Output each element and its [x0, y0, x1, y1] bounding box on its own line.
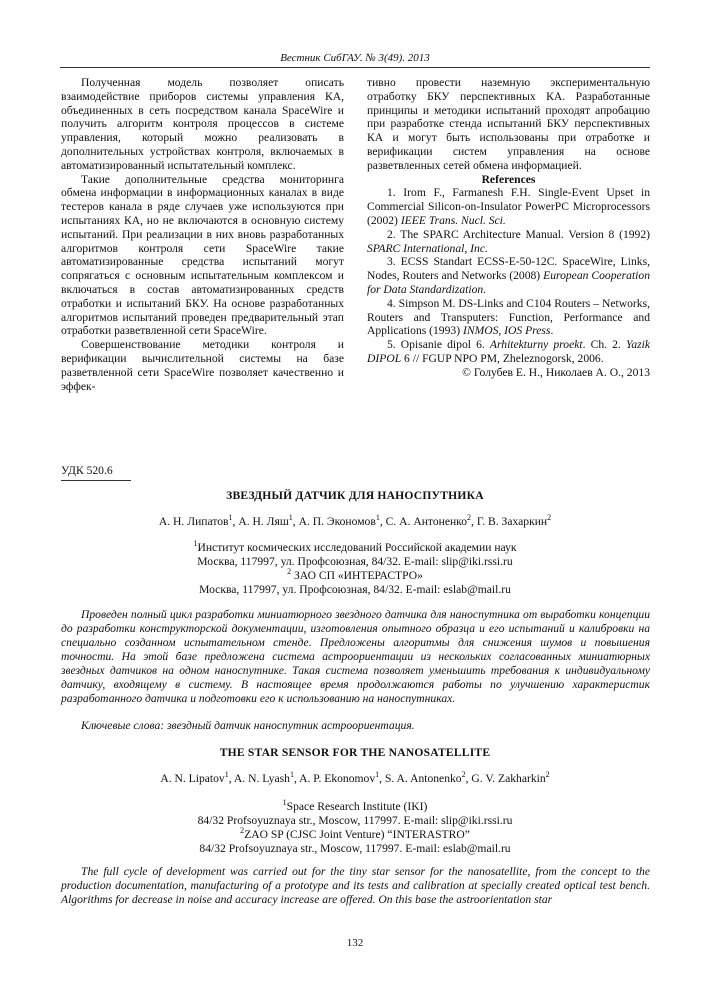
reference-item: 3. ECSS Standart ECSS-E-50-12C. SpaceWire, Links, Nodes, Routers and Networks (2008) European Cooperation for Data Standardization.: [367, 255, 650, 296]
reference-item: 2. The SPARC Architecture Manual. Version 8 (1992) SPARC International, Inc.: [367, 227, 650, 255]
affiliation-2-ru: $^2$ ЗАО СП «ИНТЕРАСТРО»: [287, 567, 423, 582]
affiliation-1-address-ru: Москва, 117997, ул. Профсоюзная, 84/32. E-mail: slip@iki.rssi.ru: [197, 555, 513, 568]
abstract-ru: Проведен полный цикл разработки миниатюрного звездного датчика для наноспутника от выработки концепции до разработки конструкторской документации, изготовления опытного образца и его испытаний и калибровки на специально созданном испытательном стенде. Предложены алгоритмы для снижения шумов и повышения точности. На этой базе предложена система астроориентации из нескольких согласованных миниатюрных звездных датчиков на одном наноспутнике. Такая система позволяет уменьшить требования к индивидуальному датчику, входящему в систему. В настоящее время продолжаются работы по улучшению характеристик разработанного датчика и подготовки его к использованию на наноспутниках.: [61, 608, 650, 705]
abstract-en: The full cycle of development was carried out for the tiny star sensor for the nanosatellite, from the concept to the production documentation, manufacturing of a prototype and its tests and calibration at specially created optical test bench. Algorithms for decrease in noise and accuracy increase are offered. On this base the astroorientation star: [61, 865, 650, 906]
affiliation-2-en: $^2$ZAO SP (CJSC Joint Venture) “INTERASTRO”: [240, 826, 470, 841]
affiliation-2-address-ru: Москва, 117997, ул. Профсоюзная, 84/32. E-mail: eslab@mail.ru: [199, 583, 511, 596]
page-number: 132: [346, 937, 364, 949]
right-column: [367, 76, 650, 380]
keywords-ru: Ключевые слова: звездный датчик наноспутник астроориентация.: [81, 719, 415, 732]
header-rule: [60, 67, 650, 68]
authors-en: A. N. Lipatov$^1$, A. N. Lyash$^1$, A. P. Ekonomov$^1$, S. A. Antonenko$^2$, G. V. Zakharkin$^2$: [160, 770, 550, 785]
article-title-en: THE STAR SENSOR FOR THE NANOSATELLITE: [219, 746, 491, 759]
running-header: Вестник СибГАУ. № 3(49). 2013: [280, 52, 430, 64]
copyright-line: © Голубев Е. Н., Николаев А. О., 2013: [462, 365, 650, 379]
article-title-ru: ЗВЕЗДНЫЙ ДАТЧИК ДЛЯ НАНОСПУТНИКА: [226, 489, 484, 502]
affiliation-2-address-en: 84/32 Profsoyuznaya str., Moscow, 117997. E-mail: eslab@mail.ru: [199, 842, 511, 855]
affiliations-en: [60, 800, 650, 856]
body-paragraph-continued: тивно провести наземную экспериментальную отработку БКУ перспективных КА. Разработанные принципы и методики испытаний проходят апробацию при разработке стенда испытаний БКУ перспективных КА и могут быть использованы при отработке и верификации систем управления на основе разветвленных сетей обмена информацией.: [367, 76, 650, 172]
affiliations-ru: [60, 541, 650, 597]
reference-item: 5. Opisanie dipol 6. Arhitekturny proekt. Ch. 2. Yazik DIPOL 6 // FGUP NPO PM, Zheleznogorsk, 2006.: [367, 338, 650, 365]
affiliation-1-address-en: 84/32 Profsoyuznaya str., Moscow, 117997. E-mail: slip@iki.rssi.ru: [197, 814, 513, 827]
affiliation-1-en: $^1$Space Research Institute (IKI): [282, 798, 428, 813]
left-column: [61, 76, 344, 393]
body-paragraph: Полученная модель позволяет описать взаимодействие приборов системы управления КА, объединенных в сеть посредством канала SpaceWire и получить алгоритм контроля процессов в системе управления, который можно реализовать в дополнительных устройствах контроля, включаемых в автоматизированный испытательный комплекс.: [61, 76, 344, 172]
reference-item: 4. Simpson M. DS-Links and C104 Routers – Networks, Routers and Transputers: Function, Performance and Applications (1993) INMOS, IOS Press.: [367, 296, 650, 338]
references-heading: References: [481, 172, 536, 186]
authors-ru: А. Н. Липатов$^1$, А. Н. Ляш$^1$, А. П. Экономов$^1$, С. А. Антоненко$^2$, Г. В. Захаркин$^2$: [158, 513, 552, 528]
reference-item: 1. Irom F., Farmanesh F.H. Single-Event Upset in Commercial Silicon-on-Insulator PowerPC Microprocessors (2002) IEEE Trans. Nucl. Sci.: [367, 186, 650, 227]
body-paragraph: Совершенствование методики контроля и верификации вычислительной системы на базе разветвленной сети SpaceWire позволяет качественно и эффек-: [61, 338, 344, 393]
udk-rule: [61, 480, 131, 481]
udk-code: УДК 520.6: [61, 464, 113, 477]
body-paragraph: Такие дополнительные средства мониторинга обмена информации в информационных каналах в виде тестеров канала в ряде случаев уже используются при испытаниях КА, но не включаются в основную систему испытаний. При реализации в них вновь разработанных алгоритмов контроля сети SpaceWire такие автоматизированные средства испытаний могут сопрягаться с основным испытательным комплексом и включаться в состав автоматизированных средств отработки и испытаний БКУ. На основе разработанных алгоритмов испытаний проведен предварительный этап отработки разветвленной сети SpaceWire.: [61, 172, 344, 338]
affiliation-1-ru: $^1$Институт космических исследований Российской академии наук: [193, 539, 517, 554]
